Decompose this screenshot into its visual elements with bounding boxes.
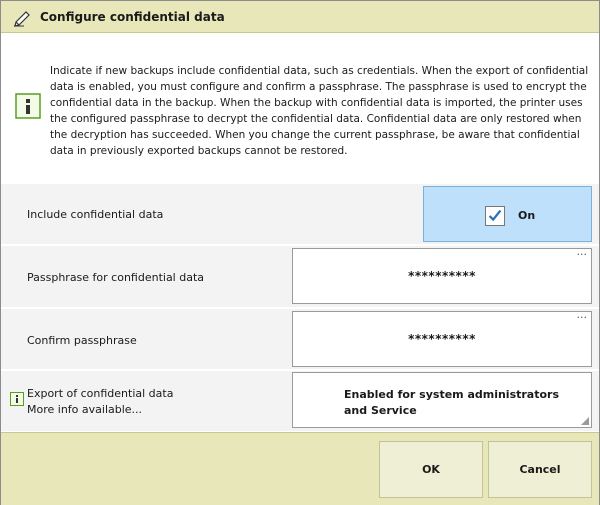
dialog-title: Configure confidential data	[40, 10, 225, 24]
export-confidential-label: Export of confidential data	[27, 387, 174, 400]
include-confidential-row	[1, 184, 599, 244]
export-confidential-value: Enabled for system administrators and Service	[344, 388, 560, 417]
info-panel	[1, 33, 599, 183]
more-info-link[interactable]: More info available...	[27, 403, 143, 416]
confirm-passphrase-value: **********	[408, 332, 476, 346]
passphrase-more-button[interactable]: ...	[576, 245, 587, 258]
dropdown-corner-icon	[581, 417, 589, 425]
checkbox-checked-icon	[485, 206, 505, 226]
info-icon	[15, 93, 41, 119]
confirm-passphrase-row	[1, 309, 599, 369]
dialog-titlebar	[1, 1, 599, 33]
export-confidential-select[interactable]	[292, 372, 592, 428]
confirm-passphrase-label: Confirm passphrase	[27, 334, 137, 347]
dialog-footer	[1, 432, 599, 505]
confirm-passphrase-more-button[interactable]: ...	[576, 308, 587, 321]
passphrase-label: Passphrase for confidential data	[27, 271, 205, 284]
ok-button[interactable]: OK	[379, 441, 483, 498]
confirm-passphrase-field[interactable]	[292, 308, 592, 367]
passphrase-row	[1, 246, 599, 307]
pencil-icon	[12, 7, 32, 27]
info-text: Indicate if new backups include confidential data, such as credentials. When the export of confidential data is enabled, you must configure and confirm a passphrase. The passphrase is used to encrypt the confidential data in the backup. When the backup with confidential data is imported, the printer uses the configured passphrase to decrypt the confidential data. Confidential data are only restored when the decryption has succeeded. When you change the current passphrase, be aware that confidential data in previously exported backups cannot be restored.	[50, 65, 589, 157]
passphrase-value: **********	[408, 269, 476, 283]
export-confidential-row	[1, 371, 599, 431]
include-confidential-label: Include confidential data	[27, 208, 164, 221]
include-confidential-value: On	[518, 209, 536, 222]
include-confidential-toggle[interactable]	[423, 186, 592, 242]
cancel-button[interactable]: Cancel	[488, 441, 592, 498]
info-icon[interactable]	[10, 392, 24, 406]
passphrase-field[interactable]	[292, 245, 592, 304]
